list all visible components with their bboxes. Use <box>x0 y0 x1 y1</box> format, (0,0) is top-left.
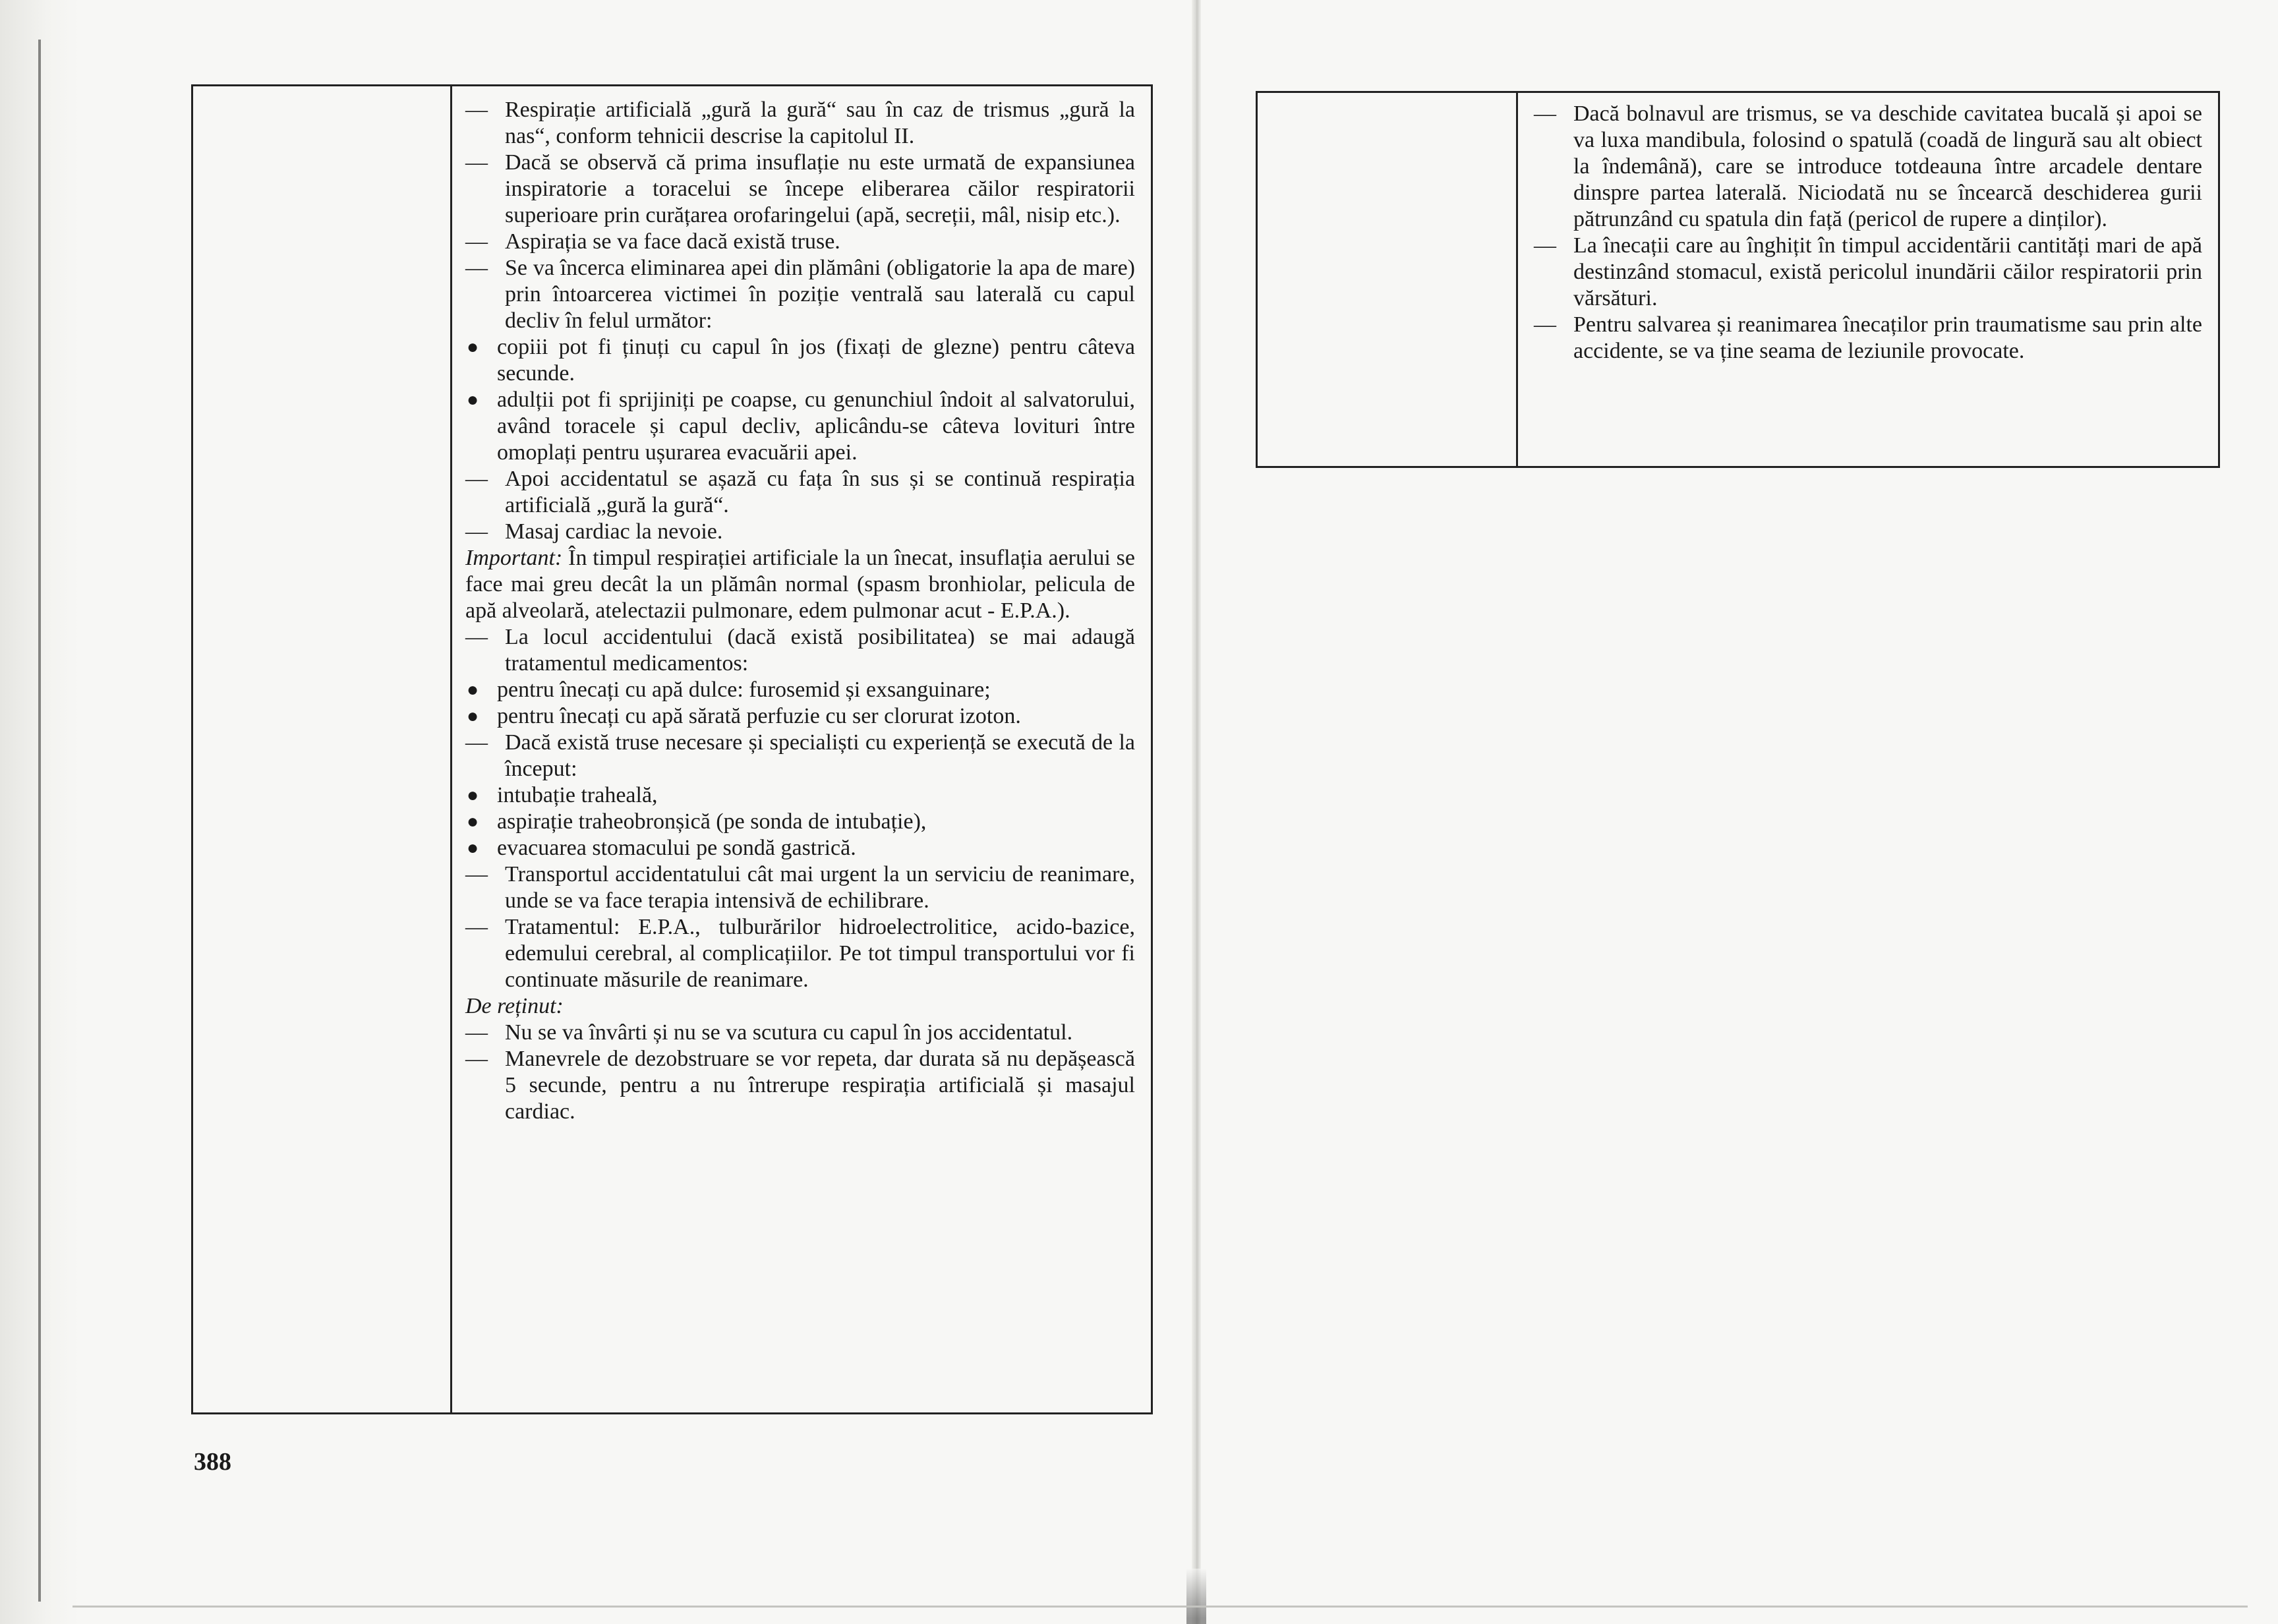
right-blank-column <box>1257 92 1517 467</box>
item-text: Dacă bolnavul are trismus, se va deschide cavitatea bucală și apoi se va luxa mandibula, folosind o spatulă (coadă de lingură sau alt obiect la îndemână), care se introduce totdeauna între arcadele dentare dinspre partea laterală. Niciodată nu se încearcă deschiderea gurii pătrunzând cu spatula din față (pericol de rupere a dinților). <box>1573 102 2202 231</box>
item-text: Dacă se observă că prima insuflație nu este urmată de expansiunea inspiratorie a toracelui se începe eliberarea căilor respiratorii superioare prin curățarea orofaringelui (apă, secreții, mâl, nisip etc.). <box>505 150 1135 227</box>
dash-marker: — <box>465 915 488 939</box>
dash-item <box>465 519 1135 545</box>
bullet-item <box>465 809 1135 835</box>
binding-edge <box>0 0 79 1624</box>
bullet-marker: ● <box>467 705 479 727</box>
item-text: Apoi accidentatul se așază cu fața în sus și se continuă respirația artificială „gură la gură“. <box>505 467 1135 517</box>
dash-marker: — <box>465 1047 488 1071</box>
item-text: evacuarea stomacului pe sondă gastrică. <box>497 836 856 860</box>
dash-item <box>1534 233 2202 312</box>
dash-item <box>465 1020 1135 1046</box>
bullet-item <box>465 334 1135 387</box>
dash-item <box>465 1046 1135 1125</box>
dash-marker: — <box>465 467 488 491</box>
dash-item <box>1534 101 2202 233</box>
bullet-marker: ● <box>467 679 479 701</box>
item-text: Respirație artificială „gură la gură“ sau în caz de trismus „gură la nas“, conform tehnicii descrise la capitolul II. <box>505 98 1135 148</box>
section-heading: De reținut: <box>465 994 564 1018</box>
item-text: intubație traheală, <box>497 783 658 807</box>
left-page-table <box>191 84 1153 1414</box>
dash-marker: — <box>465 150 488 175</box>
right-page-table <box>1256 91 2220 468</box>
bullet-item <box>465 703 1135 730</box>
left-content-column <box>452 86 1152 1414</box>
dash-marker: — <box>1534 102 1556 126</box>
item-text: pentru înecați cu apă dulce: furosemid și exsanguinare; <box>497 678 991 702</box>
dash-item <box>465 229 1135 255</box>
page-number: 388 <box>194 1448 231 1476</box>
fold-shadow <box>1186 1569 1206 1624</box>
bullet-item <box>465 677 1135 703</box>
dash-item <box>465 150 1135 229</box>
dash-item <box>465 914 1135 993</box>
bullet-marker: ● <box>467 336 479 358</box>
item-text: aspirație traheobronșică (pe sonda de intubație), <box>497 809 927 834</box>
bullet-marker: ● <box>467 837 479 859</box>
dash-item <box>465 624 1135 677</box>
dash-item <box>465 466 1135 519</box>
item-text: Nu se va învârti și nu se va scutura cu capul în jos accidentatul. <box>505 1020 1073 1045</box>
dash-item <box>465 730 1135 782</box>
dash-marker: — <box>465 229 488 254</box>
right-content-column <box>1517 92 2219 467</box>
item-text: La înecații care au înghițit în timpul accidentării cantități mari de apă destinzând stomacul, există pericolul inundării căilor respiratorii prin vărsături. <box>1573 233 2202 310</box>
item-text: Manevrele de dezobstruare se vor repeta, dar durata să nu depășească 5 secunde, pentru a nu întrerupe respirația artificială și masajul cardiac. <box>505 1047 1135 1124</box>
item-text: copiii pot fi ținuți cu capul în jos (fixați de glezne) pentru câteva secunde. <box>497 335 1135 386</box>
dash-item <box>1534 312 2202 364</box>
dash-item <box>465 861 1135 914</box>
dash-marker: — <box>465 1020 488 1045</box>
item-text: Tratamentul: E.P.A., tulburărilor hidroelectrolitice, acido-bazice, edemului cerebral, al complicațiilor. Pe tot timpul transportului vor fi continuate măsurile de reanimare. <box>505 915 1135 992</box>
dash-marker: — <box>1534 312 1556 337</box>
item-text: Se va încerca eliminarea apei din plămâni (obligatorie la apa de mare) prin întoarcerea victimei în poziție ventrală sau laterală cu capul decliv în felul următor: <box>505 256 1135 333</box>
bullet-item <box>465 782 1135 809</box>
dash-marker: — <box>465 730 488 755</box>
left-text-block <box>465 97 1135 1125</box>
dash-item <box>465 255 1135 334</box>
dash-marker: — <box>465 862 488 886</box>
dash-marker: — <box>465 256 488 280</box>
item-text: adulții pot fi sprijiniți pe coapse, cu genunchiul îndoit al salvatorului, având toracele și capul decliv, aplicându-se câteva lovituri între omoplați pentru ușurarea evacuării apei. <box>497 388 1135 465</box>
note-text: În timpul respirației artificiale la un înecat, insuflația aerului se face mai greu decât la un plămân normal (spasm bronhiolar, pelicula de apă alveolară, atelectazii pulmonare, edem pulmonar acut - E.P.A.). <box>465 546 1135 623</box>
bullet-marker: ● <box>467 784 479 806</box>
bullet-marker: ● <box>467 811 479 832</box>
dash-marker: — <box>465 98 488 122</box>
page-fold <box>1192 0 1201 1624</box>
item-text: La locul accidentului (dacă există posibilitatea) se mai adaugă tratamentul medicamentos: <box>505 625 1135 676</box>
dash-marker: — <box>465 519 488 544</box>
item-text: Pentru salvarea și reanimarea înecaților prin traumatisme sau prin alte accidente, se va ține seama de leziunile provocate. <box>1573 312 2202 363</box>
bullet-item <box>465 835 1135 861</box>
item-text: Masaj cardiac la nevoie. <box>505 519 723 544</box>
item-text: pentru înecați cu apă sărată perfuzie cu ser clorurat izoton. <box>497 704 1021 728</box>
dash-marker: — <box>465 625 488 649</box>
dash-marker: — <box>1534 233 1556 258</box>
left-blank-column <box>192 86 452 1414</box>
important-note <box>465 545 1135 624</box>
item-text: Aspirația se va face dacă există truse. <box>505 229 840 254</box>
item-text: Transportul accidentatului cât mai urgent la un serviciu de reanimare, unde se va face terapia intensivă de echilibrare. <box>505 862 1135 913</box>
right-text-block <box>1534 101 2202 364</box>
dash-item <box>465 97 1135 150</box>
bullet-item <box>465 387 1135 466</box>
item-text: Dacă există truse necesare și specialiști cu experiență se execută de la început: <box>505 730 1135 781</box>
bullet-marker: ● <box>467 389 479 411</box>
note-label: Important: <box>465 546 563 570</box>
page-bottom-edge <box>73 1606 2248 1608</box>
